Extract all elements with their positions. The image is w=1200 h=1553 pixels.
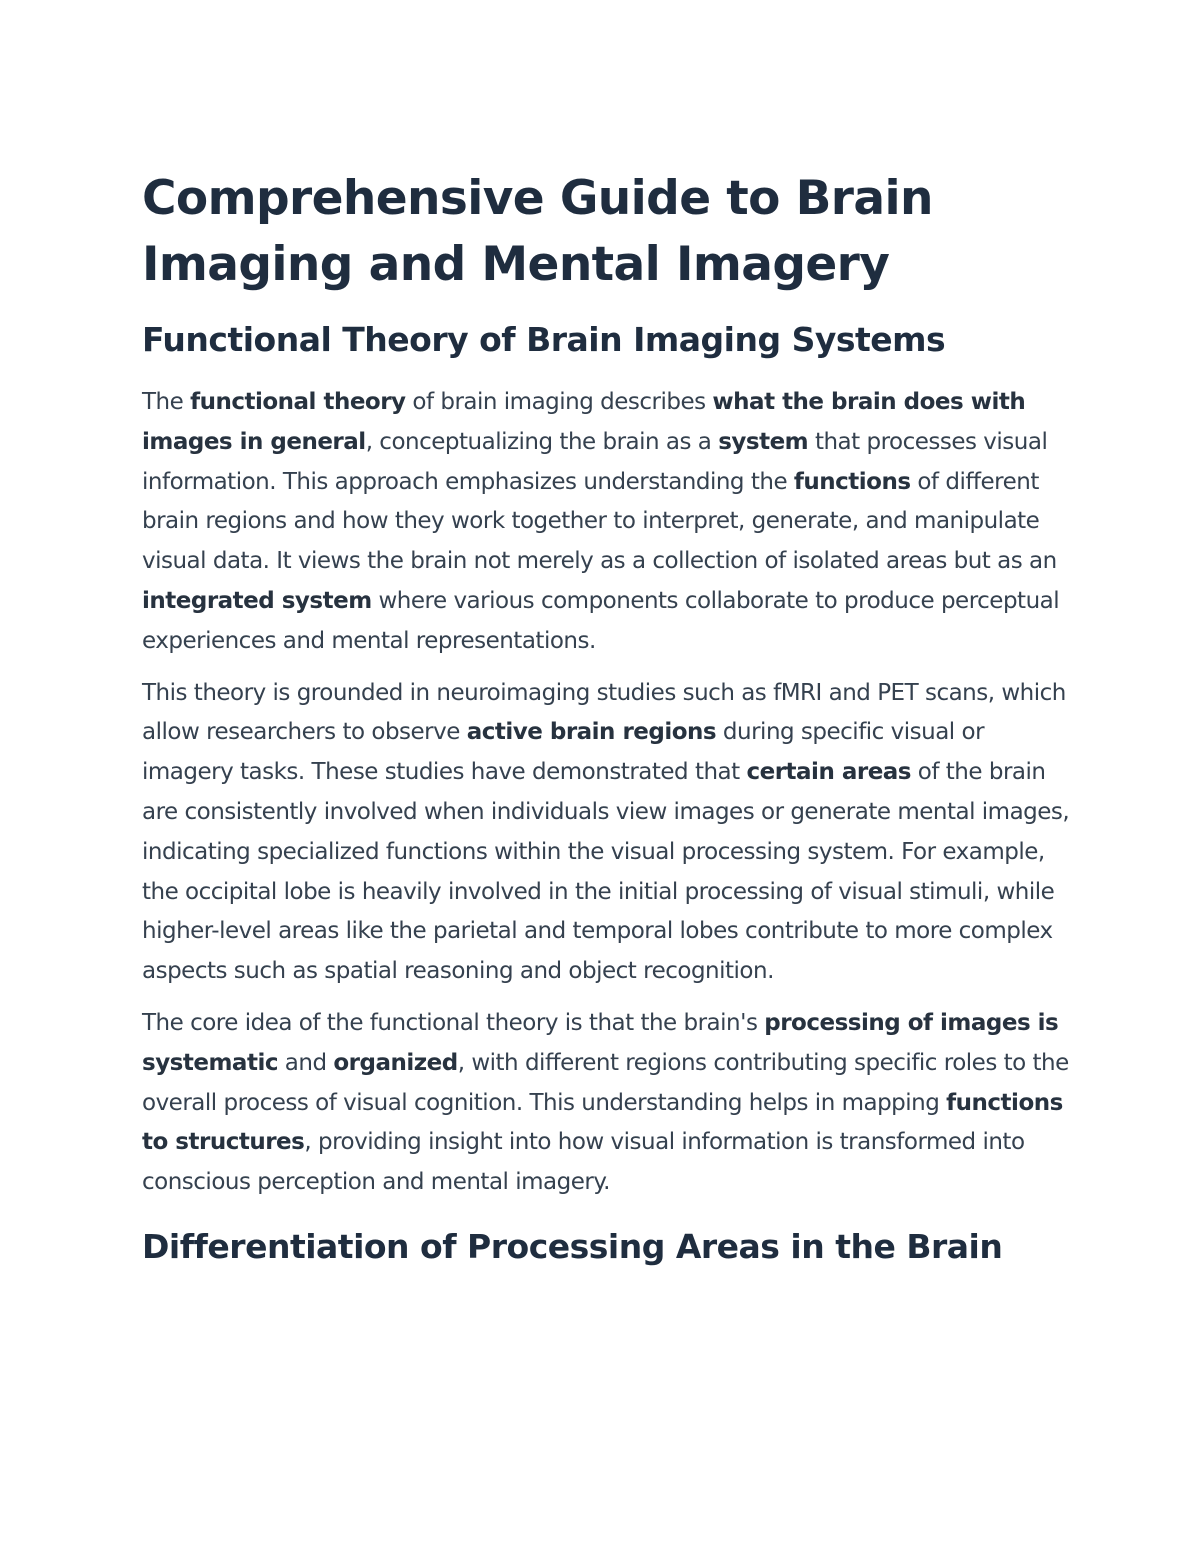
bold-text-run: integrated system xyxy=(142,587,372,614)
bold-text-run: functions to structures xyxy=(142,1089,1063,1156)
section-heading-differentiation: Differentiation of Processing Areas in the Brain xyxy=(142,1226,1003,1266)
text-run: where various components collaborate to produce perceptual experiences and mental representations. xyxy=(142,587,1060,654)
bold-text-run: functional theory xyxy=(190,389,406,415)
text-run: , conceptualizing the brain as a xyxy=(365,428,719,455)
section-heading-functional-theory: Functional Theory of Brain Imaging Systems xyxy=(142,320,946,359)
text-run: of brain imaging describes xyxy=(405,389,713,415)
text-run: of the brain are consistently involved when individuals view images or generate mental images, indicating specialized functions within the visual processing system. For example, the occipital lobe is heavily involved in the initial processing of visual stimuli, while higher-level areas like the parietal and temporal lobes contribute to more complex aspects such as spatial reasoning and object recognition. xyxy=(142,759,1070,985)
document-page xyxy=(142,166,1072,1269)
text-run: , with different regions contributing specific roles to the overall process of visual cognition. This understanding helps in mapping xyxy=(142,1049,1069,1116)
document-title: Comprehensive Guide to Brain Imaging and Mental Imagery xyxy=(142,171,933,292)
text-run: The core idea of the functional theory is that the brain's xyxy=(142,1009,765,1036)
bold-text-run: organized xyxy=(333,1049,458,1076)
text-run: The xyxy=(142,389,191,415)
bold-text-run: functions xyxy=(793,468,911,495)
bold-text-run: what the brain does with images in general xyxy=(142,389,1026,455)
bold-text-run: processing of images is systematic xyxy=(142,1009,1059,1076)
paragraph-1 xyxy=(142,383,1072,662)
text-run: and xyxy=(277,1049,334,1076)
text-run: of different brain regions and how they work together to interpret, generate, and manipulate visual data. It views the brain not merely as a collection of isolated areas but as an xyxy=(142,468,1057,575)
bold-text-run: active brain regions xyxy=(466,719,717,746)
text-run: , providing insight into how visual information is transformed into conscious perception and mental imagery. xyxy=(142,1129,1025,1196)
bold-text-run: certain areas xyxy=(746,759,911,786)
paragraph-2 xyxy=(142,674,1072,992)
paragraph-3 xyxy=(142,1004,1072,1203)
text-run: that processes visual information. This approach emphasizes understanding the xyxy=(142,428,1048,495)
text-run: This theory is grounded in neuroimaging studies such as fMRI and PET scans, which allow researchers to observe xyxy=(142,679,1066,746)
text-run: during specific visual or imagery tasks. These studies have demonstrated that xyxy=(142,719,985,786)
bold-text-run: system xyxy=(718,428,809,455)
